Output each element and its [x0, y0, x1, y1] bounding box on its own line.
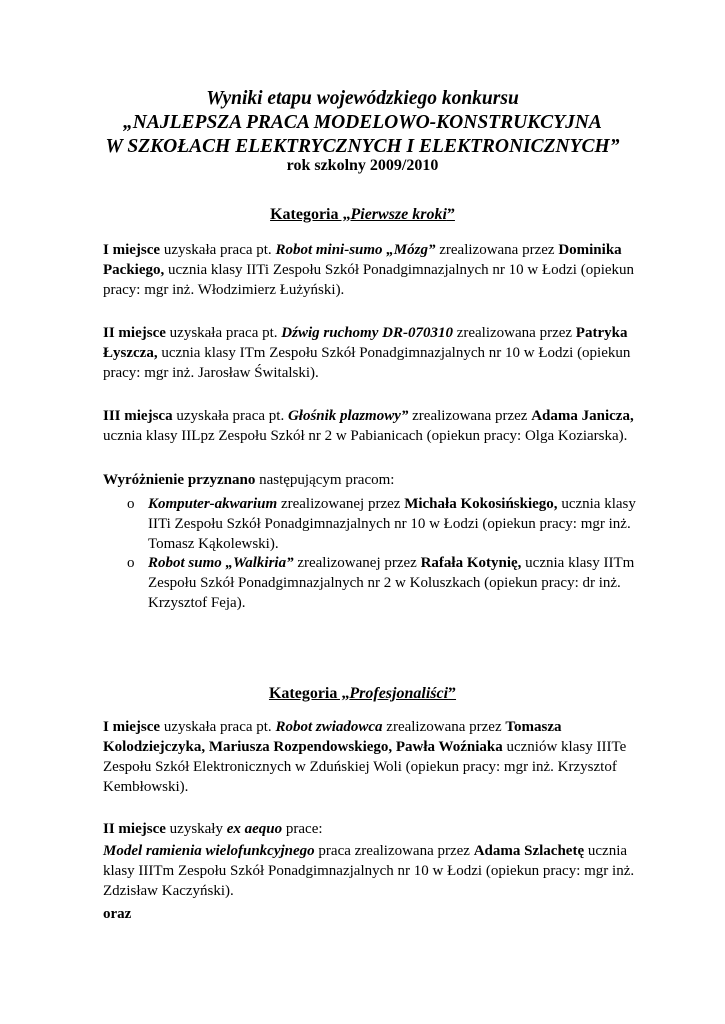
work-title: Model ramienia wielofunkcyjnego: [103, 843, 315, 859]
author-name: Rafała Kotynię,: [420, 555, 522, 571]
paragraph-text: zrealizowanej przez: [293, 555, 421, 571]
category-heading-1: [0, 205, 725, 225]
title-line-2: „NAJLEPSZA PRACA MODELOWO-KONSTRUKCYJNA: [123, 112, 602, 133]
paragraph-text: uzyskała praca pt.: [160, 719, 276, 735]
list-item-text: [148, 494, 638, 554]
paragraph-text: praca zrealizowana przez: [314, 843, 474, 859]
result-paragraph: [103, 819, 643, 839]
author-name: Tomasza Kolodziejczyka, Mariusza Rozpendowskiego, Pawła Woźniaka: [103, 719, 562, 755]
work-title: Robot mini-sumo „Mózg”: [275, 242, 436, 258]
paragraph-text: zrealizowana przez: [435, 242, 559, 258]
paragraph-text: ucznia klasy IITi Zespołu Szkół Ponadgimnazjalnych nr 10 w Łodzi (opiekun pracy: mgr inż. Włodzimierz Łużyński).: [103, 262, 635, 298]
paragraph-text: uzyskała praca pt.: [165, 325, 282, 341]
category-heading-2: [0, 684, 725, 704]
school-year: rok szkolny 2009/2010: [286, 157, 439, 174]
result-paragraph: [103, 240, 643, 300]
paragraph-text: prace:: [282, 821, 323, 837]
result-paragraph: [103, 841, 643, 901]
category-heading-name: Profesjonaliści: [349, 685, 449, 702]
paragraph-text: zrealizowana przez: [408, 408, 532, 424]
paragraph-text: uczniów klasy IIITe Zespołu Szkół Elektronicznych w Zduńskiej Woli (opiekun pracy: mgr inż. Krzysztof Kembłowski).: [103, 739, 627, 795]
list-item-text: [148, 553, 638, 613]
author-name: Adama Szlachetę: [473, 843, 585, 859]
title-line-3: W SZKOŁACH ELEKTRYCZNYCH I ELEKTRONICZNYCH”: [105, 136, 620, 157]
place-label: II miejsce: [103, 821, 166, 837]
distinction-intro: [103, 470, 643, 490]
place-label: I miejsce: [103, 719, 161, 735]
paragraph-text: ucznia klasy IILpz Zespołu Szkół nr 2 w Pabianicach (opiekun pracy: Olga Koziarska).: [103, 428, 628, 444]
category-heading-suffix: ”: [446, 206, 455, 223]
paragraph-text: uzyskała praca pt.: [160, 242, 276, 258]
author-name: Dominika Packiego,: [103, 242, 622, 278]
title-line-1: Wyniki etapu wojewódzkiego konkursu: [206, 88, 519, 109]
paragraph-text: zrealizowanej przez: [277, 496, 405, 512]
category-heading-prefix: Kategoria „: [268, 685, 350, 702]
work-title: Głośnik plazmowy”: [287, 408, 409, 424]
paragraph-text: uzyskały: [165, 821, 227, 837]
bullet-icon: o: [127, 555, 135, 571]
bullet-icon: o: [127, 496, 135, 512]
place-label: II miejsce: [103, 325, 166, 341]
oraz-label: oraz: [103, 906, 132, 922]
work-title: Robot sumo „Walkiria”: [148, 555, 294, 571]
paragraph-text: zrealizowana przez: [382, 719, 506, 735]
author-name: Michała Kokosińskiego,: [404, 496, 558, 512]
work-title: Dźwig ruchomy DR-070310: [281, 325, 453, 341]
paragraph-text: ucznia klasy ITm Zespołu Szkół Ponadgimnazjalnych nr 10 w Łodzi (opiekun pracy: mgr inż. Jarosław Świtalski).: [103, 345, 631, 381]
author-name: Adama Janicza,: [531, 408, 634, 424]
category-heading-suffix: ”: [448, 685, 457, 702]
paragraph-text: ucznia klasy IIITm Zespołu Szkół Ponadgimnazjalnych nr 10 w Łodzi (opiekun pracy: mgr inż. Zdzisław Kaczyński).: [103, 843, 635, 899]
oraz-text: [103, 904, 643, 924]
distinction-label: Wyróżnienie przyznano: [103, 472, 256, 488]
work-title: Robot zwiadowca: [275, 719, 383, 735]
place-label: III miejsca: [103, 408, 173, 424]
ex-aequo-text: ex aequo: [226, 821, 283, 837]
result-paragraph: [103, 406, 643, 446]
paragraph-text: ucznia klasy IITm Zespołu Szkół Ponadgimnazjalnych nr 2 w Koluszkach (opiekun pracy: dr inż. Krzysztof Feja).: [148, 555, 635, 611]
paragraph-text: następującym pracom:: [255, 472, 395, 488]
result-paragraph: [103, 717, 643, 797]
category-heading-prefix: Kategoria „: [270, 206, 351, 223]
paragraph-text: uzyskała praca pt.: [172, 408, 288, 424]
paragraph-text: ucznia klasy IITi Zespołu Szkół Ponadgimnazjalnych nr 10 w Łodzi (opiekun pracy: mgr inż. Tomasz Kąkolewski).: [148, 496, 636, 552]
place-label: I miejsce: [103, 242, 161, 258]
work-title: Komputer-akwarium: [148, 496, 278, 512]
result-paragraph: [103, 323, 643, 383]
paragraph-text: zrealizowana przez: [452, 325, 576, 341]
category-heading-name: Pierwsze kroki: [350, 206, 447, 223]
author-name: Patryka Łyszcza,: [103, 325, 628, 361]
